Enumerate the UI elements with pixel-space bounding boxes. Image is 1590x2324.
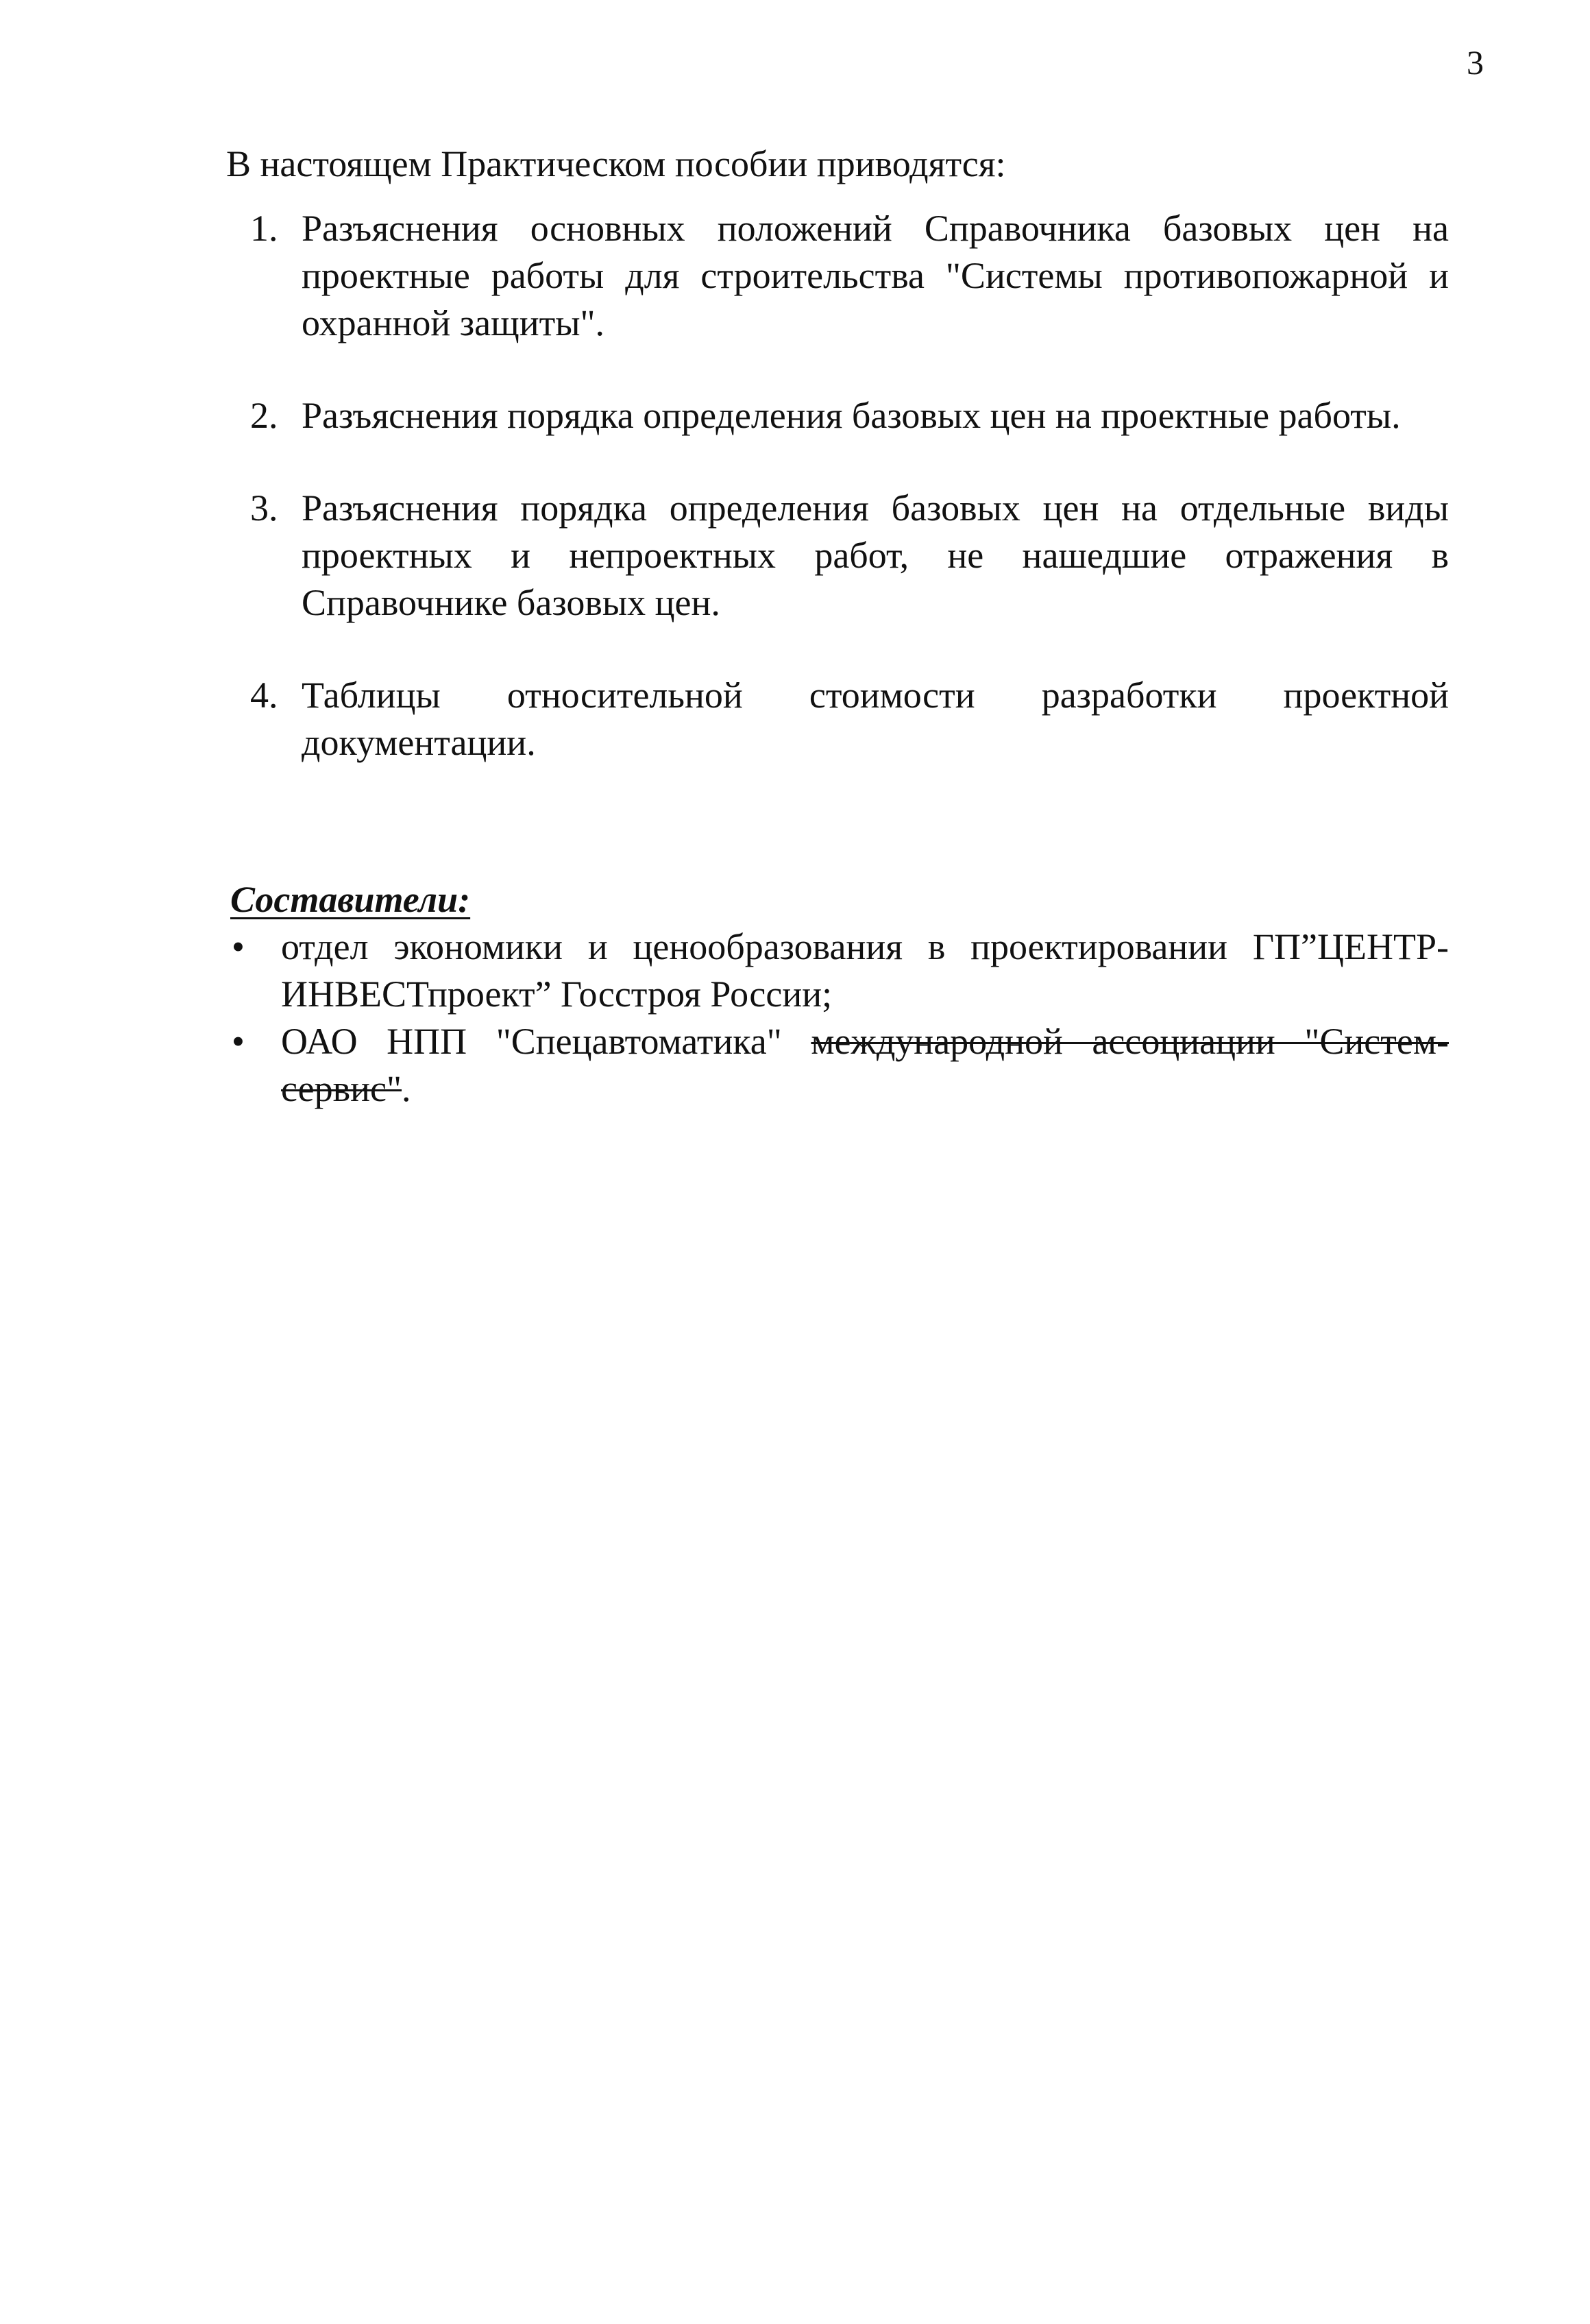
list-item-number: 1. <box>250 208 278 249</box>
page-content <box>226 141 1449 1113</box>
authors-section <box>226 876 1449 1113</box>
list-item <box>226 672 1449 766</box>
numbered-list <box>226 205 1449 766</box>
list-item <box>226 392 1449 439</box>
list-item <box>226 205 1449 347</box>
list-item-text: Разъяснения порядка определения базовых цен на проектные работы. <box>302 395 1401 436</box>
author-entry-text: отдел экономики и ценообразования в проектировании ГП”ЦЕНТР-ИНВЕСТпроект” Госстроя России; <box>281 926 1449 1015</box>
bullet-icon: • <box>232 926 245 967</box>
list-item-text: Таблицы относительной стоимости разработки проектной документации. <box>302 675 1449 763</box>
list-item-text: Разъяснения основных положений Справочника базовых цен на проектные работы для строительства "Системы противопожарной и охранной защиты". <box>302 208 1449 343</box>
list-item-number: 3. <box>250 487 278 529</box>
list-item-text: Разъяснения порядка определения базовых цен на отдельные виды проектных и непроектных работ, не нашедшие отражения в Справочнике базовых цен. <box>302 487 1449 623</box>
bullet-icon: • <box>232 1021 245 1062</box>
page-number: 3 <box>1467 43 1484 82</box>
authors-list <box>226 923 1449 1113</box>
intro-paragraph: В настоящем Практическом пособии приводятся: <box>226 143 1006 184</box>
author-entry-text: ОАО НПП "Спецавтоматика" <box>281 1021 782 1062</box>
author-entry <box>226 1018 1449 1113</box>
author-entry-trailing: . <box>402 1068 411 1109</box>
list-item <box>226 485 1449 627</box>
authors-heading: Составители: <box>230 879 471 920</box>
author-entry <box>226 923 1449 1018</box>
list-item-number: 4. <box>250 675 278 716</box>
list-item-number: 2. <box>250 395 278 436</box>
struck-through-text: международной ассоциации "Систем-сервис" <box>281 1021 1449 1109</box>
